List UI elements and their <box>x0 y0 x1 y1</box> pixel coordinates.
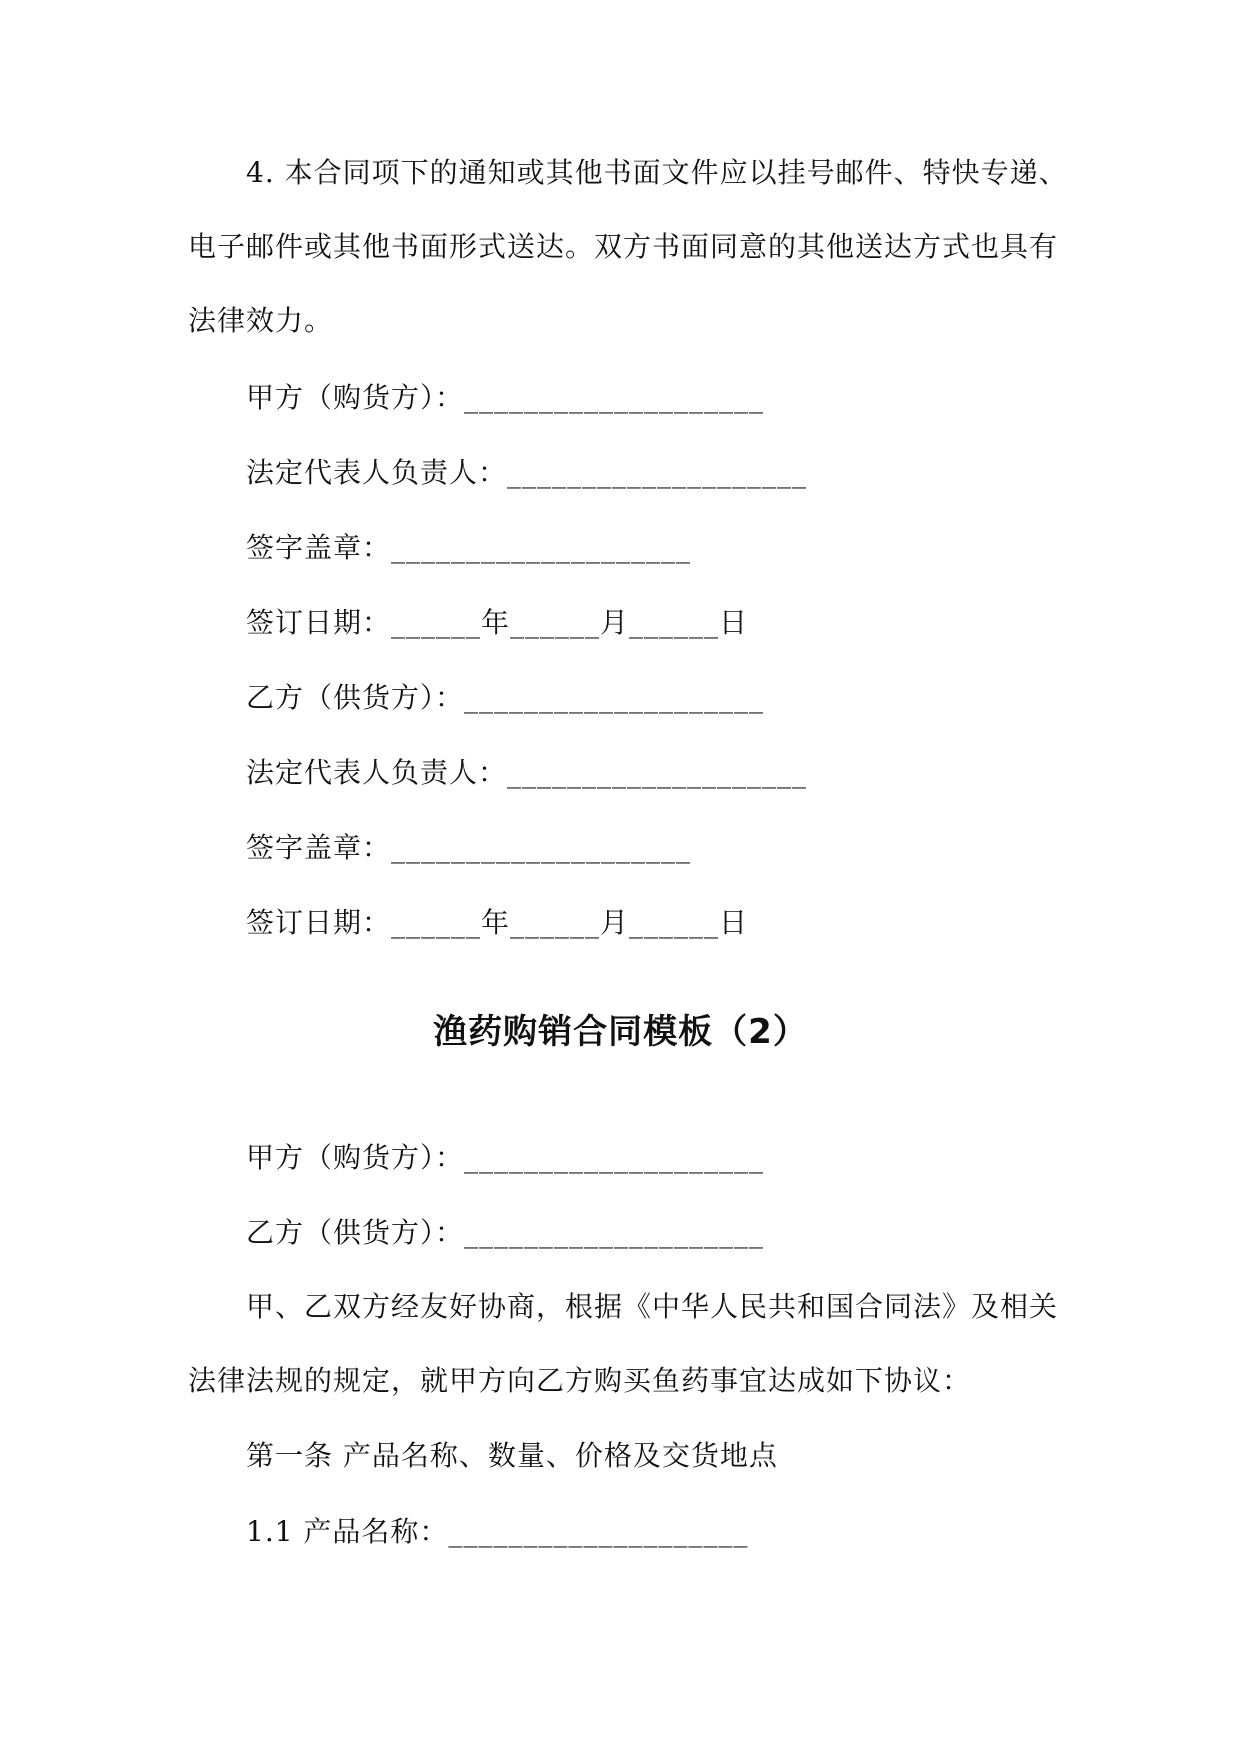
article-1-heading: 第一条 产品名称、数量、价格及交货地点 <box>246 1439 778 1472</box>
clause-4-line-1: 4. 本合同项下的通知或其他书面文件应以挂号邮件、特快专递、 <box>246 156 1068 189</box>
intro-line-2: 法律法规的规定，就甲方向乙方购买鱼药事宜达成如下协议： <box>188 1364 972 1397</box>
party-a-date-field: 签订日期：______年______月______日 <box>246 606 749 639</box>
party-a-field: 甲方（购货方）：____________________ <box>246 381 765 414</box>
party-a-representative-field: 法定代表人负责人：____________________ <box>246 456 808 489</box>
party-b-date-field: 签订日期：______年______月______日 <box>246 906 749 939</box>
intro-line-1: 甲、乙双方经友好协商，根据《中华人民共和国合同法》及相关 <box>246 1290 1059 1323</box>
party-b-field: 乙方（供货方）：____________________ <box>246 681 765 714</box>
party-b-representative-field: 法定代表人负责人：____________________ <box>246 756 808 789</box>
item-1-1-product-name-field: 1.1 产品名称：____________________ <box>246 1515 749 1548</box>
party-b-signature-field: 签字盖章：____________________ <box>246 831 692 864</box>
party-a-signature-field: 签字盖章：____________________ <box>246 531 692 564</box>
contract2-party-b-field: 乙方（供货方）：____________________ <box>246 1216 765 1249</box>
clause-4-line-3: 法律效力。 <box>188 304 334 337</box>
clause-4-line-2: 电子邮件或其他书面形式送达。双方书面同意的其他送达方式也具有 <box>188 230 1059 263</box>
contract-title: 渔药购销合同模板（2） <box>433 1012 808 1052</box>
contract2-party-a-field: 甲方（购货方）：____________________ <box>246 1141 765 1174</box>
